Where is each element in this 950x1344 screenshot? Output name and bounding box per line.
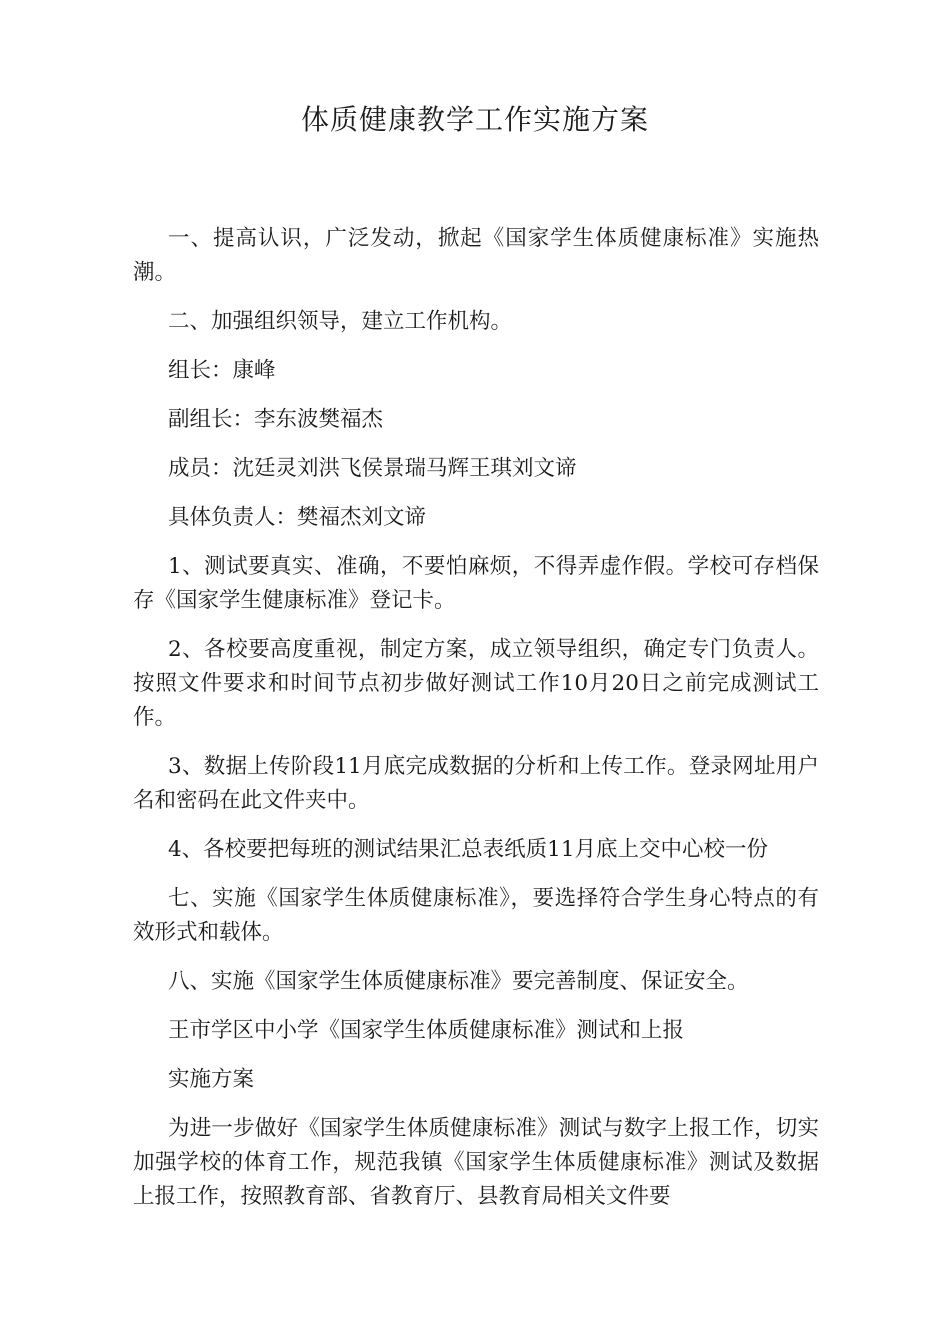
paragraph-item-3: 3、数据上传阶段11月底完成数据的分析和上传工作。登录网址用户名和密码在此文件夹中。 [133,754,819,813]
document-title: 体质健康教学工作实施方案 [300,103,649,136]
paragraph-item-1: 1、测试要真实、准确，不要怕麻烦，不得弄虚作假。学校可存档保存《国家学生健康标准》登记卡。 [133,554,819,613]
paragraph-section-eight: 八、实施《国家学生体质健康标准》要完善制度、保证安全。 [168,969,749,994]
paragraph-group-leader: 组长：康峰 [168,358,276,383]
document-body [133,222,819,1229]
paragraph-subtitle-line-1: 王市学区中小学《国家学生体质健康标准》测试和上报 [168,1018,685,1043]
paragraph-responsible-person: 具体负责人：樊福杰刘文谛 [168,505,427,530]
paragraph-section-two: 二、加强组织领导，建立工作机构。 [168,309,513,334]
paragraph-intro: 为进一步做好《国家学生体质健康标准》测试与数字上报工作，切实加强学校的体育工作，规范我镇《国家学生体质健康标准》测试及数据上报工作，按照教育部、省教育厅、县教育局相关文件要 [133,1116,819,1209]
paragraph-item-2: 2、各校要高度重视，制定方案，成立领导组织，确定专门负责人。按照文件要求和时间节点初步做好测试工作10月20日之前完成测试工作。 [133,637,819,730]
paragraph-section-one: 一、提高认识，广泛发动，掀起《国家学生体质健康标准》实施热潮。 [133,226,819,285]
paragraph-deputy-leader: 副组长：李东波樊福杰 [168,407,384,432]
paragraph-item-4: 4、各校要把每班的测试结果汇总表纸质11月底上交中心校一份 [168,837,769,862]
paragraph-subtitle-line-2: 实施方案 [168,1067,255,1092]
paragraph-members: 成员：沈廷灵刘洪飞侯景瑞马辉王琪刘文谛 [168,456,577,481]
paragraph-section-seven: 七、实施《国家学生体质健康标准》，要选择符合学生身心特点的有效形式和载体。 [133,886,819,945]
